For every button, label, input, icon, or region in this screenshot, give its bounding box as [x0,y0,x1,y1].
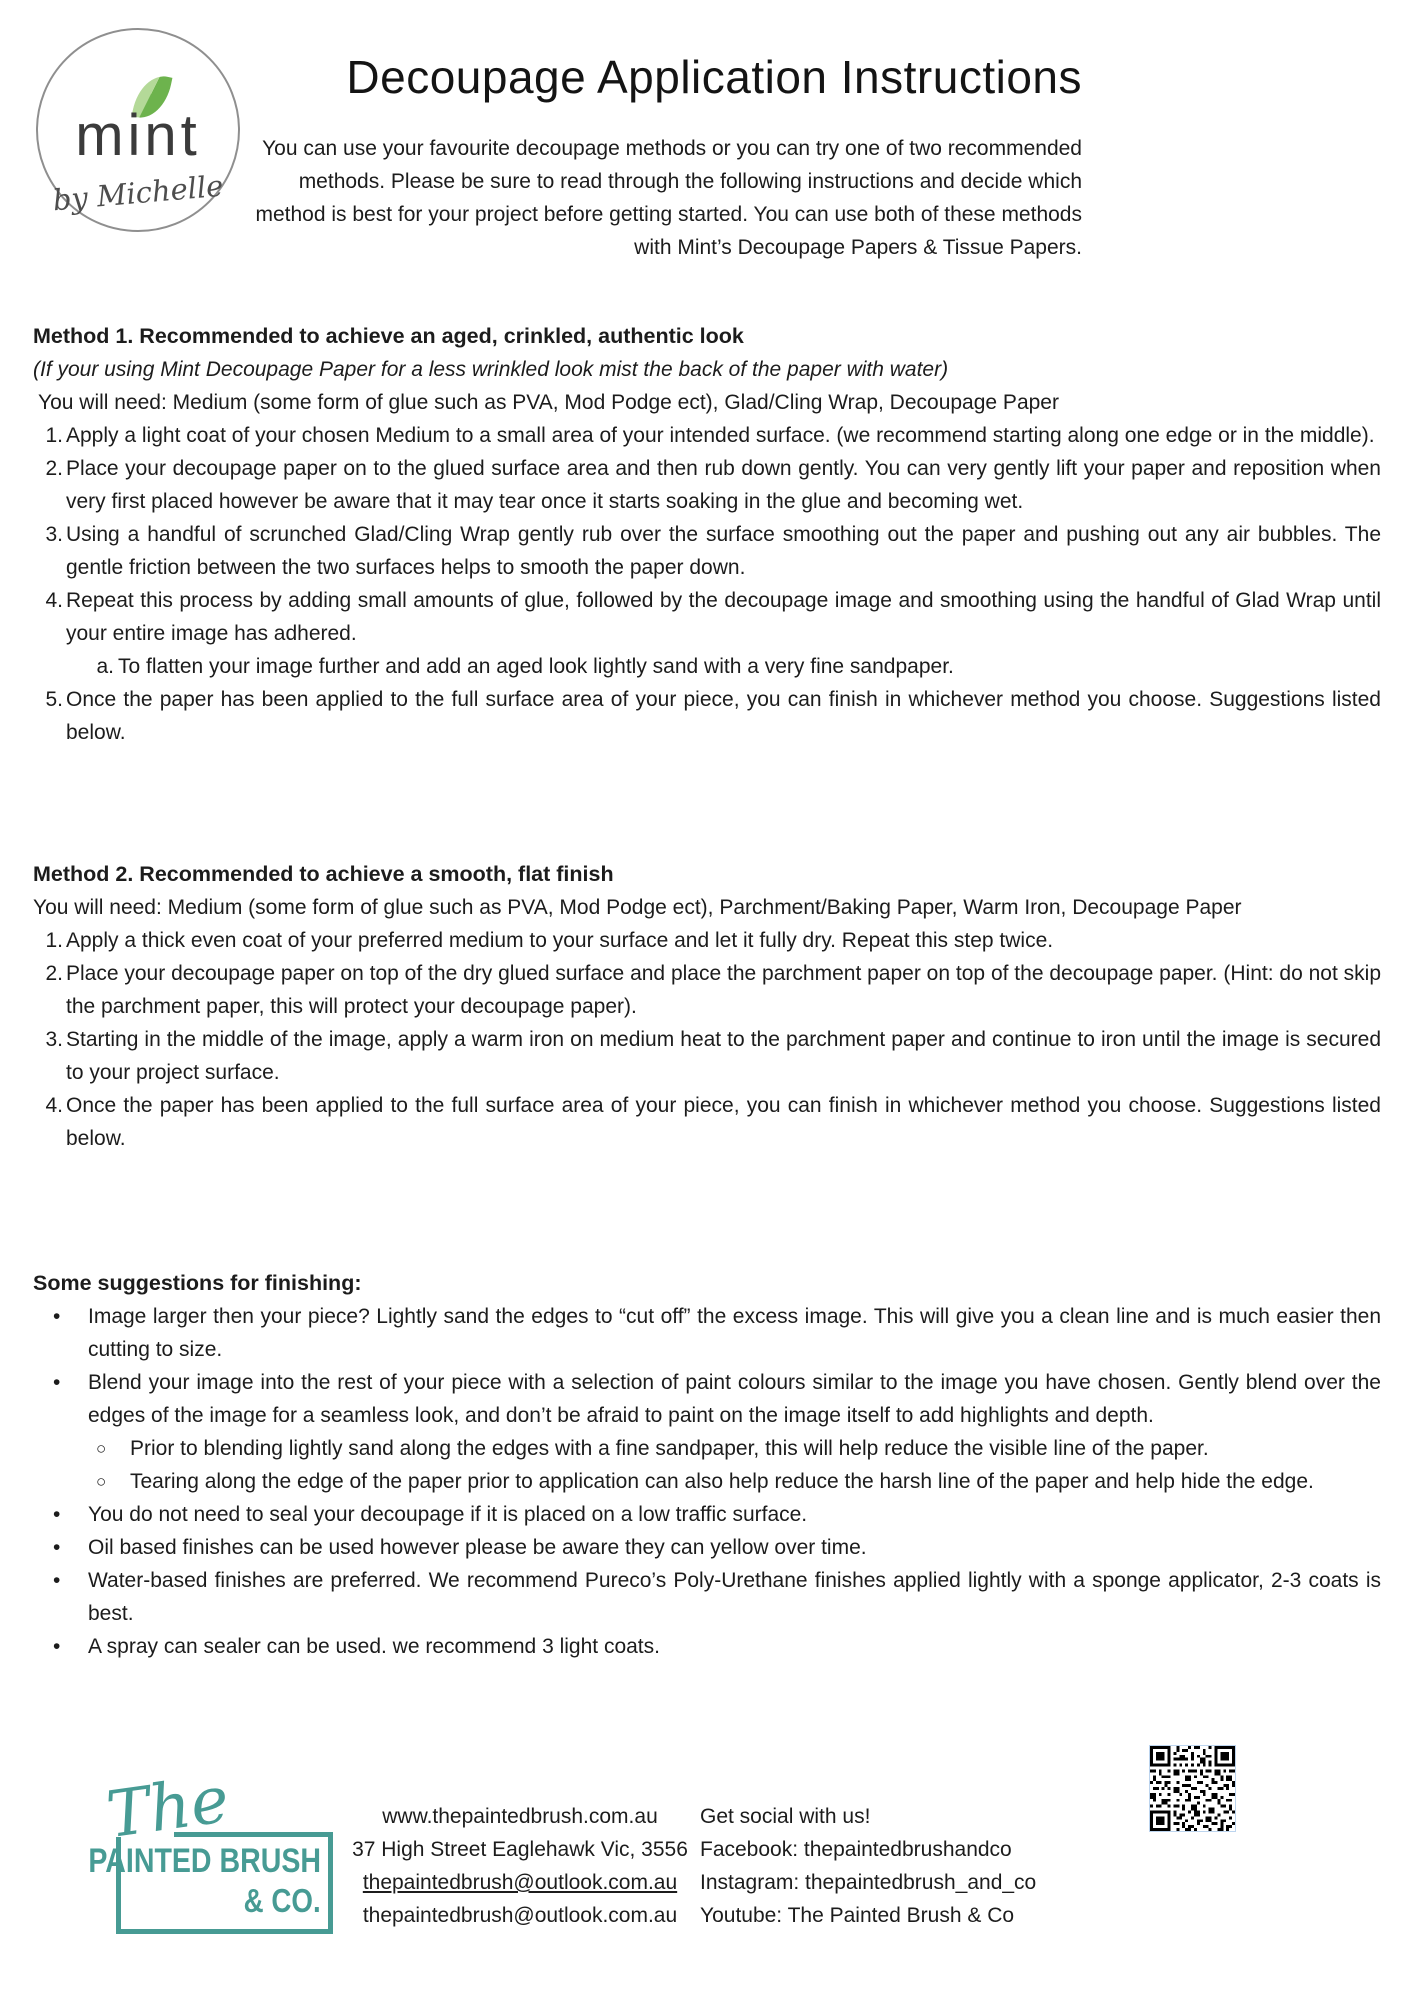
method1-you-will-need: You will need: Medium (some form of glue such as PVA, Mod Podge ect), Glad/Cling Wrap, Decoupage Paper [38,391,1059,414]
item-number: 2. [45,457,63,480]
bullet-item [33,1300,1381,1366]
item-text: Apply a light coat of your chosen Medium to a small area of your intended surface. (we recommend starting along one edge or in the middle). [66,424,1375,447]
intro-paragraph: You can use your favourite decoupage methods or you can try one of two recommended methods. Please be sure to read through the following instructions and decide which method is best for your project before getting started. You can use both of these methods with Mint’s Decoupage Papers & Tissue Papers. [255,137,1082,259]
footer-address: 37 High Street Eaglehawk Vic, 3556 [352,1838,688,1861]
mint-logo [36,28,240,232]
method2-you-will-need: You will need: Medium (some form of glue such as PVA, Mod Podge ect), Parchment/Baking Paper, Warm Iron, Decoupage Paper [33,896,1242,919]
list-item [33,1089,1381,1155]
item-text: Place your decoupage paper on top of the dry glued surface and place the parchment paper on top of the decoupage paper. (Hint: do not skip the parchment paper, this will protect your decoupage paper). [66,962,1381,1018]
suggestions-section [33,1267,1381,1663]
list-item [33,957,1381,1023]
item-number: 3. [45,1028,63,1051]
item-text: Starting in the middle of the image, apply a warm iron on medium heat to the parchment paper and continue to iron until the image is secured to your project surface. [66,1028,1381,1084]
sub-bullet-item [33,1432,1381,1465]
item-text: Blend your image into the rest of your piece with a selection of paint colours similar to the image you have chosen. Gently blend over the edges of the image for a seamless look, and don’t be afraid to paint on the image itself to add highlights and depth. [88,1371,1381,1427]
mint-byline: by Michelle [51,168,225,218]
method2-heading: Method 2. Recommended to achieve a smooth, flat finish [33,862,614,886]
list-item [33,683,1381,749]
page-title: Decoupage Application Instructions [346,51,1082,103]
footer-social-column [700,1800,1100,1932]
list-item [33,584,1381,650]
method1-note: (If your using Mint Decoupage Paper for a less wrinkled look mist the back of the paper with water) [33,358,949,381]
item-text: Oil based finishes can be used however please be aware they can yellow over time. [88,1536,867,1559]
painted-brush-logo [88,1762,350,1945]
item-number: 4. [45,1094,63,1117]
footer-instagram: Instagram: thepaintedbrush_and_co [700,1871,1037,1894]
method1-heading: Method 1. Recommended to achieve an aged, crinkled, authentic look [33,324,744,348]
item-text: Apply a thick even coat of your preferred medium to your surface and let it fully dry. Repeat this step twice. [66,929,1054,952]
method2-steps [33,924,1381,1155]
item-number: a. [96,655,114,678]
footer-contact-column [348,1800,692,1932]
list-item [33,924,1381,957]
painted-brush-logo-frame [88,1762,333,1934]
bullet-marker: • [53,1503,61,1526]
item-number: 3. [45,523,63,546]
item-text: Repeat this process by adding small amounts of glue, followed by the decoupage image and smoothing using the handful of Glad Wrap until your entire image has adhered. [66,589,1381,645]
method1-steps [33,419,1381,749]
item-text: Prior to blending lightly sand along the edges with a fine sandpaper, this will help reduce the visible line of the paper. [130,1437,1209,1460]
bullet-marker: • [53,1635,61,1658]
footer-email-link[interactable]: thepaintedbrush@outlook.com.au [362,1871,678,1894]
item-number: 4. [45,589,63,612]
list-item [33,518,1381,584]
item-text: Tearing along the edge of the paper prior to application can also help reduce the harsh line of the paper and help hide the edge. [130,1470,1314,1493]
item-text: Place your decoupage paper on to the glued surface area and then rub down gently. You can very gently lift your paper and reposition when very first placed however be aware that it may tear once it starts soaking in the glue and becoming wet. [66,457,1381,513]
bullet-item [33,1564,1381,1630]
item-text: Once the paper has been applied to the full surface area of your piece, you can finish in whichever method you choose. Suggestions listed below. [66,1094,1381,1150]
footer-facebook: Facebook: thepaintedbrushandco [700,1838,1012,1861]
sub-list-item [33,650,1381,683]
mint-brand-text: mint [75,103,201,168]
item-text: To flatten your image further and add an aged look lightly sand with a very fine sandpaper. [118,655,954,678]
sub-bullet-item [33,1465,1381,1498]
bullet-marker: ○ [96,1472,107,1491]
item-number: 1. [45,424,63,447]
suggestions-heading: Some suggestions for finishing: [33,1271,362,1295]
method1-section [33,320,1381,749]
logo-word-painted-brush: PAINTED BRUSH [88,1842,321,1880]
bullet-item [33,1531,1381,1564]
suggestions-list [33,1300,1381,1663]
footer-youtube: Youtube: The Painted Brush & Co [700,1904,1015,1927]
bullet-marker: ○ [96,1439,107,1458]
footer-social-heading: Get social with us! [700,1805,871,1828]
bullet-item [33,1498,1381,1531]
bullet-marker: • [53,1305,61,1328]
list-item [33,419,1381,452]
footer-email-plain: thepaintedbrush@outlook.com.au [362,1904,678,1927]
list-item [33,452,1381,518]
qr-code [1149,1745,1236,1832]
bullet-item [33,1366,1381,1432]
bullet-item [33,1630,1381,1663]
item-text: Image larger then your piece? Lightly sand the edges to “cut off” the excess image. This will give you a clean line and is much easier then cutting to size. [88,1305,1381,1361]
item-text: A spray can sealer can be used. we recommend 3 light coats. [88,1635,660,1658]
item-text: Using a handful of scrunched Glad/Cling Wrap gently rub over the surface smoothing out the paper and pushing out any air bubbles. The gentle friction between the two surfaces helps to smooth the paper down. [66,523,1381,579]
item-number: 1. [45,929,63,952]
logo-word-the: The [102,1762,234,1854]
item-number: 2. [45,962,63,985]
item-text: Once the paper has been applied to the full surface area of your piece, you can finish in whichever method you choose. Suggestions listed below. [66,688,1381,744]
bullet-marker: • [53,1536,61,1559]
item-number: 5. [45,688,63,711]
list-item [33,1023,1381,1089]
method2-section [33,858,1381,1155]
item-text: Water-based finishes are preferred. We recommend Pureco’s Poly-Urethane finishes applied lightly with a sponge applicator, 2-3 coats is best. [88,1569,1381,1625]
logo-word-and-co: & CO. [243,1882,321,1919]
item-text: You do not need to seal your decoupage if it is placed on a low traffic surface. [88,1503,808,1526]
bullet-marker: • [53,1569,61,1592]
bullet-marker: • [53,1371,61,1394]
footer-website: www.thepaintedbrush.com.au [382,1805,658,1828]
